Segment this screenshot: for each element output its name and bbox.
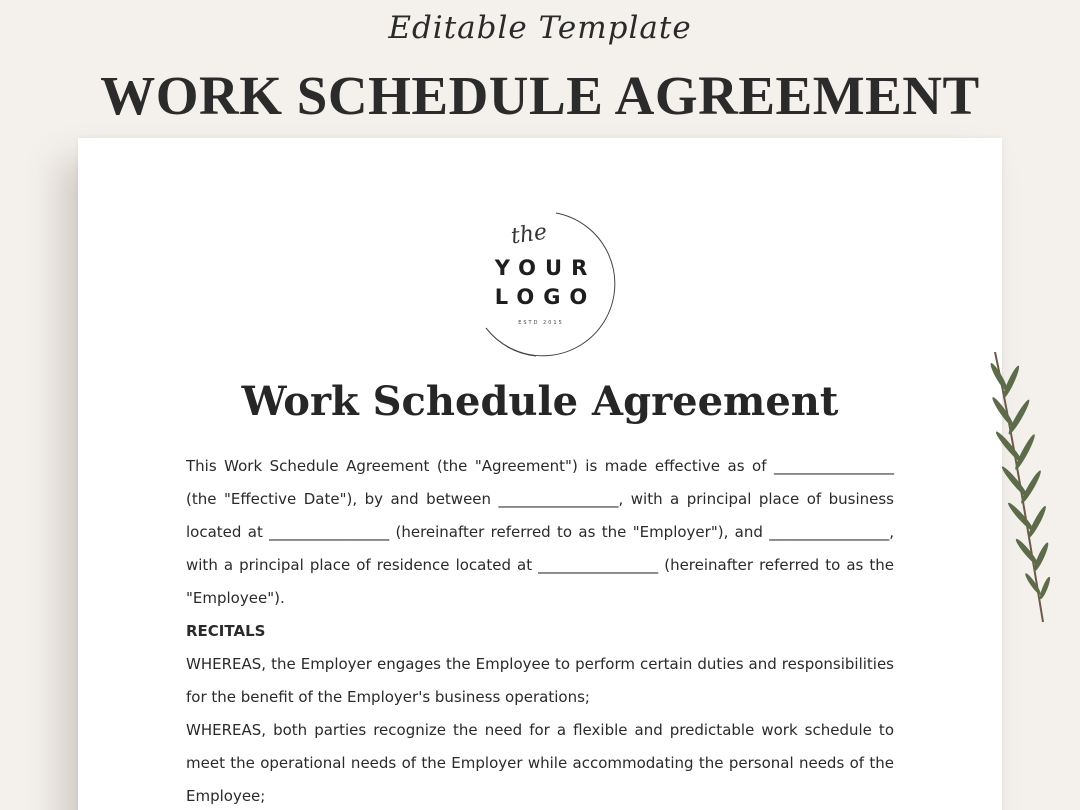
document-title: Work Schedule Agreement: [241, 378, 839, 425]
rosemary-sprig-icon: [985, 352, 1065, 632]
recitals-heading: RECITALS: [186, 622, 266, 640]
logo-the-text: the: [509, 219, 549, 250]
logo-line-logo: LOGO: [494, 285, 597, 309]
whereas-paragraph-2: WHEREAS, both parties recognize the need for a flexible and predictable work schedule to meet the operational needs of the Employer while accommodating the personal needs of the Employee;: [186, 721, 894, 805]
whereas-paragraph-1: WHEREAS, the Employer engages the Employee to perform certain duties and responsibilities for the benefit of the Employer's business operations;: [186, 655, 894, 706]
document-page: [78, 138, 1002, 810]
logo: [466, 208, 616, 358]
script-title: Editable Template: [388, 10, 692, 46]
intro-paragraph: This Work Schedule Agreement (the "Agreement") is made effective as of ________________ (the "Effective Date"), by and between ________________, with a principal place of business located at ________________ (hereinafter referred to as the "Employer"), and ________________, with a principal place of residence located at ________________ (hereinafter referred to as the "Employee").: [186, 457, 894, 607]
logo-line-your: YOUR: [494, 256, 597, 280]
logo-estd: ESTD 2015: [518, 320, 564, 326]
document-body: [186, 450, 894, 810]
main-title: WORK SCHEDULE AGREEMENT: [100, 65, 980, 126]
